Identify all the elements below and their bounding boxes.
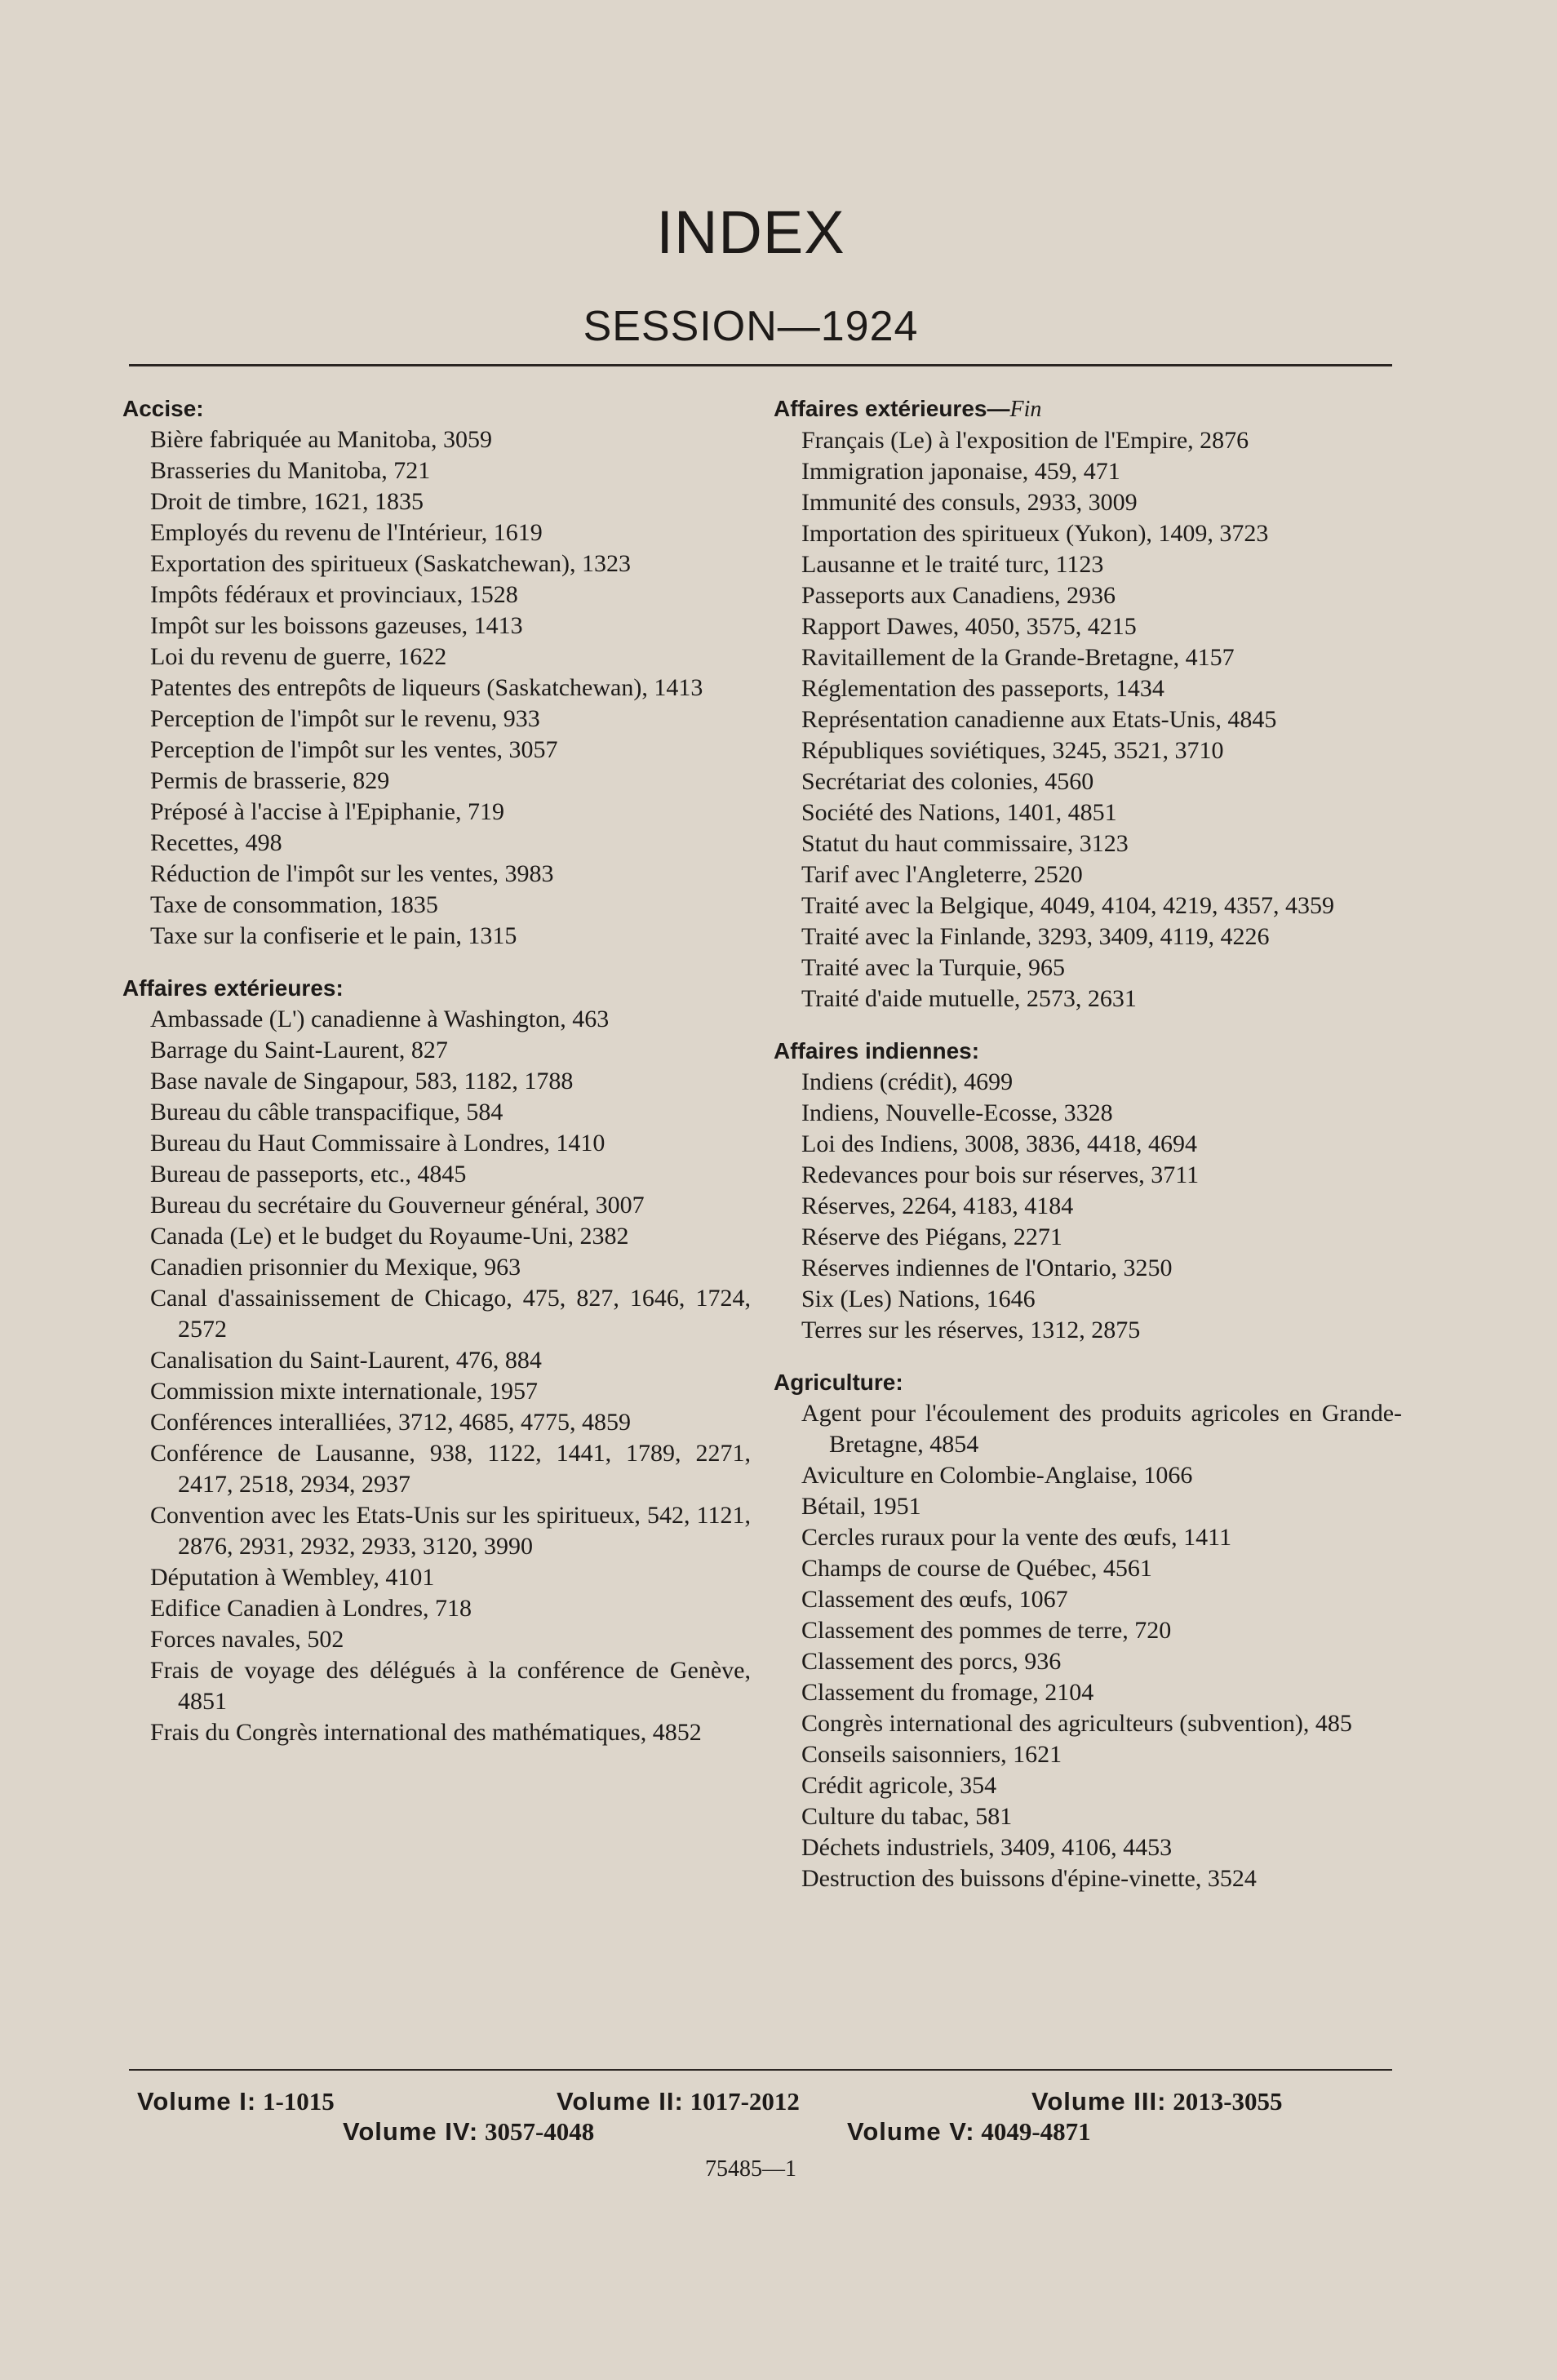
index-section <box>774 1036 1402 1346</box>
section-heading-text: Affaires indiennes: <box>774 1038 980 1063</box>
volume-1 <box>137 2087 335 2116</box>
index-entry: Lausanne et le traité turc, 1123 <box>801 551 1104 578</box>
index-entry: Réduction de l'impôt sur les ventes, 3983 <box>150 860 554 887</box>
index-entry: Indiens, Nouvelle-Ecosse, 3328 <box>801 1099 1113 1126</box>
index-entry: Forces navales, 502 <box>150 1626 344 1653</box>
volume-2-range: 1017-2012 <box>690 2087 800 2116</box>
index-entry: Réglementation des passeports, 1434 <box>801 675 1164 702</box>
index-entry: Conférence de Lausanne, 938, 1122, 1441, 1789, 2271, 2417, 2518, 2934, 2937 <box>150 1440 751 1498</box>
volume-1-label: Volume I: <box>137 2087 257 2116</box>
print-code: 75485—1 <box>705 2156 796 2182</box>
section-heading-suffix: Fin <box>1009 397 1042 422</box>
index-entry: Commission mixte internationale, 1957 <box>150 1378 538 1405</box>
index-entry: Réserve des Piégans, 2271 <box>801 1223 1062 1250</box>
index-entry: Taxe sur la confiserie et le pain, 1315 <box>150 922 517 949</box>
index-entry: Base navale de Singapour, 583, 1182, 1788 <box>150 1068 574 1095</box>
index-entry: Canalisation du Saint-Laurent, 476, 884 <box>150 1347 542 1374</box>
index-entry: Passeports aux Canadiens, 2936 <box>801 582 1116 609</box>
index-entry: Immigration japonaise, 459, 471 <box>801 458 1120 485</box>
index-entry: Agent pour l'écoulement des produits agricoles en Grande-Bretagne, 4854 <box>801 1400 1402 1458</box>
index-entry: Français (Le) à l'exposition de l'Empire, 2876 <box>801 427 1249 454</box>
index-section <box>122 393 751 952</box>
section-heading-text: Agriculture: <box>774 1370 903 1395</box>
volume-3 <box>1031 2087 1283 2116</box>
index-entry: Conseils saisonniers, 1621 <box>801 1741 1062 1768</box>
index-entry: Traité avec la Belgique, 4049, 4104, 4219, 4357, 4359 <box>801 892 1334 919</box>
index-entry: Rapport Dawes, 4050, 3575, 4215 <box>801 613 1137 640</box>
index-entry: Convention avec les Etats-Unis sur les spiritueux, 542, 1121, 2876, 2931, 2932, 2933, 3120, 3990 <box>150 1502 751 1560</box>
volume-4 <box>343 2117 594 2147</box>
index-entry: Canal d'assainissement de Chicago, 475, 827, 1646, 1724, 2572 <box>150 1285 751 1343</box>
index-entry: Traité avec la Turquie, 965 <box>801 954 1066 981</box>
index-entry: Ravitaillement de la Grande-Bretagne, 4157 <box>801 644 1235 671</box>
volume-4-range: 3057-4048 <box>484 2117 595 2146</box>
index-entry: Importation des spiritueux (Yukon), 1409, 3723 <box>801 520 1269 547</box>
index-entry: Ambassade (L') canadienne à Washington, 463 <box>150 1006 610 1032</box>
index-entry: Canadien prisonnier du Mexique, 963 <box>150 1254 521 1281</box>
volume-5 <box>847 2117 1091 2147</box>
index-entry: Bétail, 1951 <box>801 1493 921 1520</box>
index-entry: Droit de timbre, 1621, 1835 <box>150 488 424 515</box>
index-entry: Représentation canadienne aux Etats-Unis, 4845 <box>801 706 1277 733</box>
section-heading <box>774 1367 1402 1398</box>
index-entry: Réserves indiennes de l'Ontario, 3250 <box>801 1254 1173 1281</box>
index-entry: Indiens (crédit), 4699 <box>801 1068 1014 1095</box>
section-heading <box>774 1036 1402 1067</box>
index-entry: Secrétariat des colonies, 4560 <box>801 768 1094 795</box>
index-entry: Cercles ruraux pour la vente des œufs, 1411 <box>801 1524 1232 1551</box>
index-entry: Immunité des consuls, 2933, 3009 <box>801 489 1138 516</box>
index-section <box>122 973 751 1748</box>
index-entry: Bière fabriquée au Manitoba, 3059 <box>150 426 493 453</box>
index-entry: Patentes des entrepôts de liqueurs (Saskatchewan), 1413 <box>150 674 703 701</box>
index-entry: Loi des Indiens, 3008, 3836, 4418, 4694 <box>801 1130 1197 1157</box>
index-entry: Congrès international des agriculteurs (subvention), 485 <box>801 1710 1352 1737</box>
volume-3-label: Volume III: <box>1031 2087 1167 2116</box>
index-entry: Champs de course de Québec, 4561 <box>801 1555 1152 1582</box>
index-entry: Redevances pour bois sur réserves, 3711 <box>801 1161 1200 1188</box>
index-entry: Républiques soviétiques, 3245, 3521, 3710 <box>801 737 1224 764</box>
index-entry: Classement des pommes de terre, 720 <box>801 1617 1172 1644</box>
index-entry: Exportation des spiritueux (Saskatchewan), 1323 <box>150 550 632 577</box>
index-entry: Préposé à l'accise à l'Epiphanie, 719 <box>150 798 504 825</box>
index-entry: Statut du haut commissaire, 3123 <box>801 830 1129 857</box>
volume-5-label: Volume V: <box>847 2117 975 2146</box>
index-entry: Classement des porcs, 936 <box>801 1648 1062 1675</box>
index-entry: Edifice Canadien à Londres, 718 <box>150 1595 472 1622</box>
index-entry: Conférences interalliées, 3712, 4685, 4775, 4859 <box>150 1409 632 1436</box>
section-heading <box>122 393 751 424</box>
index-entry: Société des Nations, 1401, 4851 <box>801 799 1117 826</box>
bleed-through-text <box>685 145 703 167</box>
volume-3-range: 2013-3055 <box>1173 2087 1283 2116</box>
index-entry: Taxe de consommation, 1835 <box>150 891 438 918</box>
index-entry: Canada (Le) et le budget du Royaume-Uni, 2382 <box>150 1223 629 1250</box>
index-entry: Barrage du Saint-Laurent, 827 <box>150 1037 448 1063</box>
section-heading-text: Affaires extérieures: <box>122 975 344 1001</box>
section-heading <box>122 973 751 1004</box>
section-heading-text: Affaires extérieures— <box>774 396 1010 421</box>
index-entry: Bureau de passeports, etc., 4845 <box>150 1161 467 1188</box>
index-entry: Déchets industriels, 3409, 4106, 4453 <box>801 1834 1173 1861</box>
index-entry: Réserves, 2264, 4183, 4184 <box>801 1192 1074 1219</box>
index-entry: Perception de l'impôt sur les ventes, 3057 <box>150 736 558 763</box>
index-entry: Frais du Congrès international des mathématiques, 4852 <box>150 1719 702 1746</box>
bottom-rule <box>129 2069 1392 2071</box>
index-entry: Terres sur les réserves, 1312, 2875 <box>801 1317 1141 1343</box>
right-column <box>774 393 1402 1916</box>
index-entry: Députation à Wembley, 4101 <box>150 1564 435 1591</box>
index-entry: Culture du tabac, 581 <box>801 1803 1013 1830</box>
left-column <box>122 393 751 1769</box>
index-section <box>774 393 1402 1015</box>
index-entry: Loi du revenu de guerre, 1622 <box>150 643 447 670</box>
section-heading-text: Accise: <box>122 396 204 421</box>
page-subtitle: SESSION—1924 <box>583 303 919 350</box>
index-entry: Classement du fromage, 2104 <box>801 1679 1094 1706</box>
volume-2-label: Volume II: <box>557 2087 684 2116</box>
index-entry: Recettes, 498 <box>150 829 282 856</box>
index-entry: Classement des œufs, 1067 <box>801 1586 1068 1613</box>
volume-4-label: Volume IV: <box>343 2117 479 2146</box>
index-entry: Perception de l'impôt sur le revenu, 933 <box>150 705 540 732</box>
index-entry: Bureau du secrétaire du Gouverneur général, 3007 <box>150 1192 645 1219</box>
index-entry: Crédit agricole, 354 <box>801 1772 997 1799</box>
volume-1-range: 1-1015 <box>262 2087 335 2116</box>
index-entry: Destruction des buissons d'épine-vinette, 3524 <box>801 1865 1257 1892</box>
index-entry: Frais de voyage des délégués à la conférence de Genève, 4851 <box>150 1657 751 1715</box>
section-heading <box>774 393 1402 425</box>
volume-2 <box>557 2087 800 2116</box>
index-entry: Impôt sur les boissons gazeuses, 1413 <box>150 612 523 639</box>
index-entry: Employés du revenu de l'Intérieur, 1619 <box>150 519 543 546</box>
page-title: INDEX <box>656 198 845 266</box>
index-entry: Traité avec la Finlande, 3293, 3409, 4119, 4226 <box>801 923 1270 950</box>
index-entry: Six (Les) Nations, 1646 <box>801 1285 1036 1312</box>
index-entry: Impôts fédéraux et provinciaux, 1528 <box>150 581 518 608</box>
volume-5-range: 4049-4871 <box>981 2117 1091 2146</box>
index-entry: Bureau du câble transpacifique, 584 <box>150 1099 503 1126</box>
index-entry: Brasseries du Manitoba, 721 <box>150 457 431 484</box>
index-section <box>774 1367 1402 1894</box>
index-entry: Bureau du Haut Commissaire à Londres, 1410 <box>150 1130 606 1157</box>
top-rule <box>129 364 1392 366</box>
index-entry: Permis de brasserie, 829 <box>150 767 390 794</box>
index-entry: Aviculture en Colombie-Anglaise, 1066 <box>801 1462 1193 1489</box>
index-entry: Traité d'aide mutuelle, 2573, 2631 <box>801 985 1137 1012</box>
index-entry: Tarif avec l'Angleterre, 2520 <box>801 861 1083 888</box>
